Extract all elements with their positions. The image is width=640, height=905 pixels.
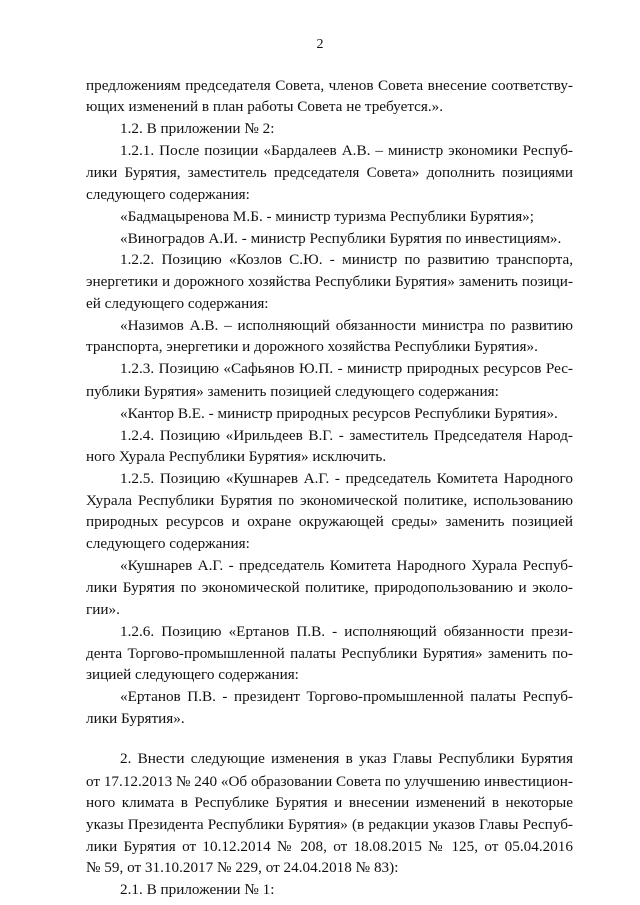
text-line: энергетики и дорожного хозяйства Республики Бурятия» заменить позици- — [86, 273, 573, 290]
text-line: ющих изменений в план работы Совета не требуется.». — [86, 98, 444, 116]
text-line: лики Бурятия, заместитель председателя Совета» дополнить позициями — [86, 163, 573, 181]
text-line: 1.2.2. Позицию «Козлов С.Ю. - министр по развитию транспорта, — [120, 250, 573, 268]
text-line: следующего содержания: — [86, 185, 250, 203]
text-line: предложениям председателя Совета, членов Совета внесение соответству- — [86, 77, 573, 94]
text-line: ного климата в Республике Бурятия и внесении изменений в некоторые — [86, 793, 573, 811]
text-line: зицией следующего содержания: — [86, 665, 299, 683]
text-line: ей следующего содержания: — [86, 295, 269, 313]
text-line: 1.2.4. Позицию «Ирильдеев В.Г. - заместитель Председателя Народ- — [120, 426, 573, 444]
text-line: природных ресурсов и охране окружающей среды» заменить позицией — [86, 513, 573, 531]
text-line: транспорта, энергетики и дорожного хозяйства Республики Бурятия». — [86, 338, 538, 356]
text-line: 1.2.3. Позицию «Сафьянов Ю.П. - министр природных ресурсов Рес- — [120, 360, 573, 378]
text-line: от 17.12.2013 № 240 «Об образовании Совета по улучшению инвестицион- — [86, 772, 573, 790]
text-line: 1.2.5. Позицию «Кушнарев А.Г. - председатель Комитета Народного — [120, 469, 573, 487]
text-line: «Кантор В.Е. - министр природных ресурсов Республики Бурятия». — [120, 404, 558, 422]
text-line: № 59, от 31.10.2017 № 229, от 24.04.2018 № 83): — [86, 858, 399, 876]
text-line: 1.2.6. Позицию «Ертанов П.В. - исполняющий обязанности прези- — [120, 622, 573, 640]
text-line: лики Бурятия по экономической политике, природопользованию и эколо- — [86, 579, 573, 597]
text-line: 2. Внести следующие изменения в указ Главы Республики Бурятия — [120, 750, 573, 768]
text-line: «Кушнарев А.Г. - председатель Комитета Народного Хурала Респуб- — [120, 557, 573, 575]
text-line: следующего содержания: — [86, 535, 250, 553]
text-line: дента Торгово-промышленной палаты Республики Бурятия» заменить по- — [86, 644, 573, 662]
text-line: лики Бурятия». — [86, 710, 185, 727]
text-line: «Назимов А.В. – исполняющий обязанности министра по развитию — [120, 317, 573, 335]
text-line: публики Бурятия» заменить позицией следующего содержания: — [86, 382, 499, 400]
text-line: «Ертанов П.В. - президент Торгово-промышленной палаты Респуб- — [120, 687, 573, 705]
text-line: 2.1. В приложении № 1: — [120, 881, 275, 898]
text-line: гии». — [86, 600, 120, 618]
text-line: 1.2. В приложении № 2: — [120, 120, 275, 138]
text-line: 1.2.1. После позиции «Бардалеев А.В. – министр экономики Респуб- — [120, 142, 573, 160]
text-line: ного Хурала Республики Бурятия» исключить. — [86, 447, 387, 465]
text-line: Хурала Республики Бурятия по экономической политике, использованию — [86, 492, 573, 509]
text-line: «Виноградов А.И. - министр Республики Бурятия по инвестициям». — [120, 229, 562, 247]
text-line: указы Президента Республики Бурятия» (в редакции указов Главы Респуб- — [86, 815, 573, 833]
text-line: «Бадмацыренова М.Б. - министр туризма Республики Бурятия»; — [120, 207, 534, 225]
text-line: лики Бурятия от 10.12.2014 № 208, от 18.08.2015 № 125, от 05.04.2016 — [86, 837, 573, 855]
page-number: 2 — [316, 37, 324, 52]
